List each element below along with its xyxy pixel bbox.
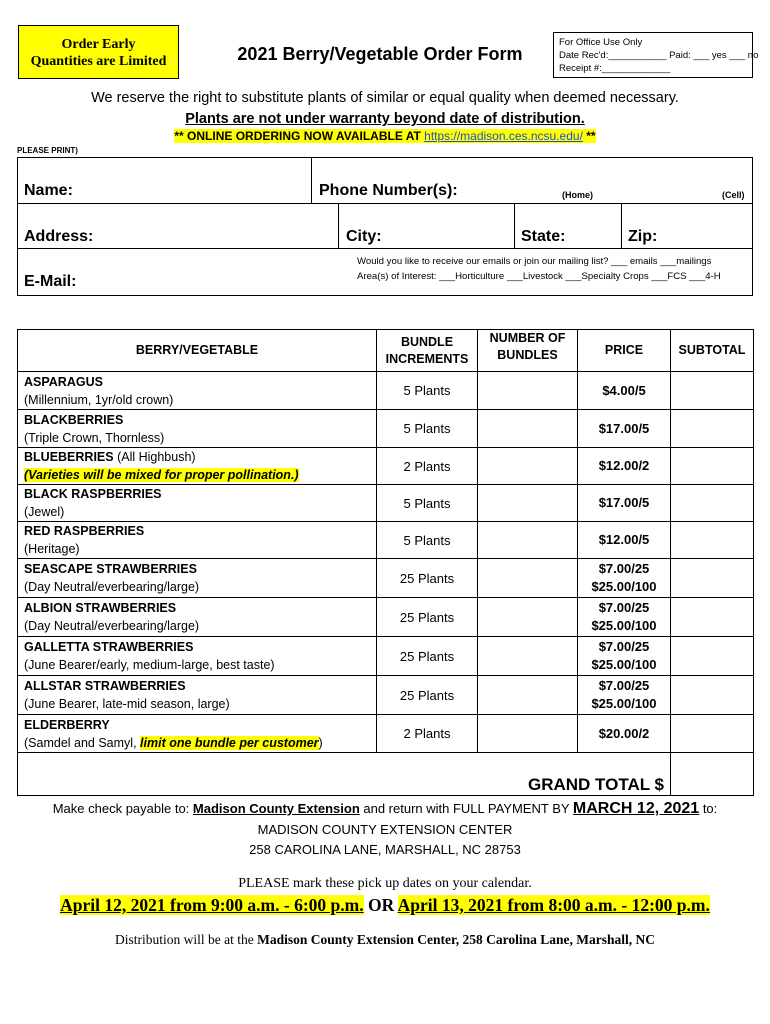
item-title-line — [24, 716, 370, 734]
item-title-line — [24, 448, 370, 466]
item-desc: (Heritage) — [24, 542, 80, 556]
interest-areas: Area(s) of Interest: ___Horticulture ___Livestock ___Specialty Crops ___FCS ___4-H — [357, 271, 721, 282]
grand-total-input[interactable] — [671, 753, 754, 796]
name-field[interactable] — [17, 157, 312, 204]
price-cell — [578, 676, 671, 715]
table-row — [18, 410, 754, 448]
pickup-date-2: April 13, 2021 from 8:00 a.m. - 12:00 p.m. — [397, 895, 710, 915]
number-of-bundles-input[interactable] — [478, 372, 578, 410]
subtotal-input[interactable] — [671, 522, 754, 559]
warranty-notice: Plants are not under warranty beyond date of distribution. — [185, 111, 585, 127]
subtotal-input[interactable] — [671, 715, 754, 753]
state-field[interactable] — [514, 203, 622, 249]
item-desc: (Samdel and Samyl, — [24, 735, 141, 750]
table-row — [18, 676, 754, 715]
email-label: E-Mail: — [24, 273, 77, 290]
price-cell — [578, 598, 671, 637]
subtotal-input[interactable] — [671, 637, 754, 676]
item-cell — [18, 410, 377, 448]
price-primary: $4.00/5 — [602, 382, 646, 398]
price-primary: $7.00/25 — [598, 678, 650, 693]
item-name: ALLSTAR STRAWBERRIES — [24, 679, 186, 693]
substitution-notice: We reserve the right to substitute plants of similar or equal quality when deemed necessary. — [91, 90, 679, 106]
item-desc: (Triple Crown, Thornless) — [24, 430, 165, 445]
table-row — [18, 598, 754, 637]
item-description — [24, 617, 370, 635]
quantities-limited-text: Quantities are Limited — [30, 54, 167, 69]
online-ordering-notice — [0, 129, 770, 143]
city-field[interactable] — [338, 203, 515, 249]
price-cell — [578, 410, 671, 448]
phone-label: Phone Number(s): — [319, 182, 458, 199]
price-secondary: $25.00/100 — [591, 657, 657, 672]
item-description — [24, 466, 370, 484]
pickup-dates — [0, 895, 770, 916]
item-title-line — [24, 638, 370, 656]
header-number-line1: NUMBER OF — [489, 331, 566, 345]
item-title-line — [24, 560, 370, 578]
name-label: Name: — [24, 182, 73, 199]
pickup-date-1: April 12, 2021 from 9:00 a.m. - 6:00 p.m. — [60, 895, 364, 915]
price-secondary: $25.00/100 — [591, 696, 657, 711]
bundle-cell: 2 Plants — [377, 715, 478, 753]
item-desc-highlight: limit one bundle per customer — [140, 735, 319, 750]
extension-center-address: 258 CAROLINA LANE, MARSHALL, NC 28753 — [249, 842, 521, 857]
table-header-row — [18, 330, 754, 372]
price-cell — [578, 715, 671, 753]
number-of-bundles-input[interactable] — [478, 410, 578, 448]
number-of-bundles-input[interactable] — [478, 559, 578, 598]
pickup-reminder: PLEASE mark these pick up dates on your calendar. — [238, 876, 532, 891]
price-secondary: $25.00/100 — [591, 579, 657, 594]
price-primary: $7.00/25 — [598, 561, 650, 576]
item-desc: (June Bearer/early, medium-large, best taste) — [24, 658, 275, 672]
phone-field[interactable] — [311, 157, 753, 204]
item-title-line — [24, 485, 370, 503]
item-desc: (Jewel) — [24, 505, 65, 519]
item-name: GALLETTA STRAWBERRIES — [24, 640, 194, 654]
item-description — [24, 503, 370, 521]
table-row — [18, 372, 754, 410]
item-name: ALBION STRAWBERRIES — [24, 601, 177, 615]
zip-field[interactable] — [621, 203, 753, 249]
dist-place: Madison County Extension Center, 258 Carolina Lane, Marshall, NC — [257, 932, 656, 947]
payable-prefix: Make check payable to: — [52, 801, 193, 816]
item-name: RED RASPBERRIES — [24, 524, 145, 538]
header-number — [478, 330, 578, 372]
table-row — [18, 559, 754, 598]
subtotal-input[interactable] — [671, 485, 754, 522]
grand-total-row — [18, 753, 754, 796]
price-primary: $12.00/5 — [598, 532, 650, 547]
form-title: 2021 Berry/Vegetable Order Form — [237, 44, 523, 64]
office-receipt: Receipt #:_____________ — [559, 63, 671, 74]
subtotal-input[interactable] — [671, 448, 754, 485]
item-name-extra: (All Highbush) — [113, 450, 196, 464]
item-cell — [18, 372, 377, 410]
item-title-line — [24, 677, 370, 695]
item-desc-end: ) — [318, 735, 323, 750]
grand-total-label: GRAND TOTAL $ — [18, 753, 671, 796]
extension-center-name: MADISON COUNTY EXTENSION CENTER — [257, 822, 513, 837]
bundle-cell: 5 Plants — [377, 522, 478, 559]
bundle-cell: 5 Plants — [377, 372, 478, 410]
item-name: ELDERBERRY — [24, 717, 110, 732]
item-desc: (Millennium, 1yr/old crown) — [24, 392, 174, 407]
bundle-cell: 5 Plants — [377, 410, 478, 448]
payable-org: Madison County Extension — [192, 801, 360, 816]
item-description — [24, 540, 370, 558]
price-cell — [578, 522, 671, 559]
payment-deadline: MARCH 12, 2021 — [572, 800, 700, 817]
item-name: BLACKBERRIES — [24, 412, 124, 427]
bundle-cell: 25 Plants — [377, 637, 478, 676]
header-bundle-line2: INCREMENTS — [385, 351, 469, 366]
table-row — [18, 715, 754, 753]
bundle-cell: 5 Plants — [377, 485, 478, 522]
number-of-bundles-input[interactable] — [478, 676, 578, 715]
item-cell — [18, 676, 377, 715]
item-desc: (Day Neutral/everbearing/large) — [24, 619, 200, 633]
order-early-notice — [18, 25, 179, 79]
header-bundle-line1: BUNDLE — [400, 334, 454, 349]
payable-suffix: to: — [699, 801, 718, 816]
address-label: Address: — [24, 228, 94, 245]
state-label: State: — [521, 228, 566, 245]
header-subtotal: SUBTOTAL — [671, 330, 754, 372]
item-desc: (June Bearer, late-mid season, large) — [24, 697, 230, 711]
please-print-label: PLEASE PRINT) — [17, 146, 78, 155]
price-cell — [578, 448, 671, 485]
payment-instructions — [0, 800, 770, 818]
pickup-or: OR — [363, 895, 398, 915]
item-title-line — [24, 599, 370, 617]
online-suffix: ** — [582, 129, 596, 143]
subtotal-input[interactable] — [671, 598, 754, 637]
item-cell — [18, 559, 377, 598]
payable-mid: and return with FULL PAYMENT BY — [359, 801, 573, 816]
item-description — [24, 578, 370, 596]
item-title-line — [24, 373, 370, 391]
order-early-text: Order Early — [61, 37, 136, 52]
address-field[interactable] — [17, 203, 339, 249]
order-table — [17, 329, 754, 796]
city-label: City: — [346, 228, 382, 245]
number-of-bundles-input[interactable] — [478, 637, 578, 676]
subtotal-input[interactable] — [671, 676, 754, 715]
table-row — [18, 448, 754, 485]
price-cell — [578, 485, 671, 522]
office-use-heading: For Office Use Only — [559, 37, 643, 48]
home-phone-label: (Home) — [562, 190, 593, 200]
online-prefix: ** ONLINE ORDERING NOW AVAILABLE AT — [174, 129, 425, 143]
item-name: SEASCAPE STRAWBERRIES — [24, 562, 197, 576]
number-of-bundles-input[interactable] — [478, 448, 578, 485]
online-ordering-link[interactable]: https://madison.ces.ncsu.edu/ — [424, 129, 583, 143]
bundle-cell: 25 Plants — [377, 559, 478, 598]
table-row — [18, 485, 754, 522]
item-name: ASPARAGUS — [24, 374, 103, 389]
header-number-line2: BUNDLES — [497, 348, 558, 362]
item-desc: (Day Neutral/everbearing/large) — [24, 580, 200, 594]
price-cell — [578, 559, 671, 598]
price-primary: $12.00/2 — [598, 458, 650, 473]
number-of-bundles-input[interactable] — [478, 485, 578, 522]
office-use-box — [553, 32, 759, 78]
item-cell — [18, 715, 377, 753]
item-cell — [18, 637, 377, 676]
item-description — [24, 695, 370, 713]
header-bundle — [377, 330, 478, 372]
email-field[interactable] — [17, 248, 753, 296]
subtotal-input[interactable] — [671, 372, 754, 410]
item-title-line — [24, 411, 370, 429]
item-cell — [18, 448, 377, 485]
distribution-location — [0, 932, 770, 948]
price-cell — [578, 637, 671, 676]
subtotal-input[interactable] — [671, 410, 754, 448]
item-cell — [18, 598, 377, 637]
number-of-bundles-input[interactable] — [478, 522, 578, 559]
item-title-line — [24, 522, 370, 540]
price-secondary: $25.00/100 — [591, 618, 657, 633]
item-description — [24, 656, 370, 674]
mailing-list-question: Would you like to receive our emails or join our mailing list? ___ emails ___mailings — [357, 256, 712, 267]
zip-label: Zip: — [628, 228, 658, 245]
item-desc-highlight: (Varieties will be mixed for proper pollination.) — [24, 468, 299, 482]
price-primary: $17.00/5 — [598, 420, 650, 436]
table-row — [18, 637, 754, 676]
cell-phone-label: (Cell) — [722, 190, 745, 200]
office-date-received: Date Rec'd:___________ Paid: ___ yes ___ no — [559, 50, 759, 61]
price-primary: $20.00/2 — [598, 725, 650, 741]
item-cell — [18, 522, 377, 559]
item-description — [24, 429, 370, 447]
item-description — [24, 734, 370, 752]
price-primary: $17.00/5 — [598, 495, 650, 510]
number-of-bundles-input[interactable] — [478, 598, 578, 637]
bundle-cell: 25 Plants — [377, 676, 478, 715]
table-row — [18, 522, 754, 559]
price-primary: $7.00/25 — [598, 639, 650, 654]
bundle-cell: 2 Plants — [377, 448, 478, 485]
subtotal-input[interactable] — [671, 559, 754, 598]
number-of-bundles-input[interactable] — [478, 715, 578, 753]
header-price: PRICE — [578, 330, 671, 372]
item-description — [24, 391, 370, 409]
dist-prefix: Distribution will be at the — [114, 932, 258, 947]
item-name: BLACK RASPBERRIES — [24, 487, 162, 501]
price-primary: $7.00/25 — [598, 600, 650, 615]
header-item: BERRY/VEGETABLE — [18, 330, 377, 372]
item-cell — [18, 485, 377, 522]
price-cell — [578, 372, 671, 410]
item-name: BLUEBERRIES — [24, 450, 114, 464]
bundle-cell: 25 Plants — [377, 598, 478, 637]
